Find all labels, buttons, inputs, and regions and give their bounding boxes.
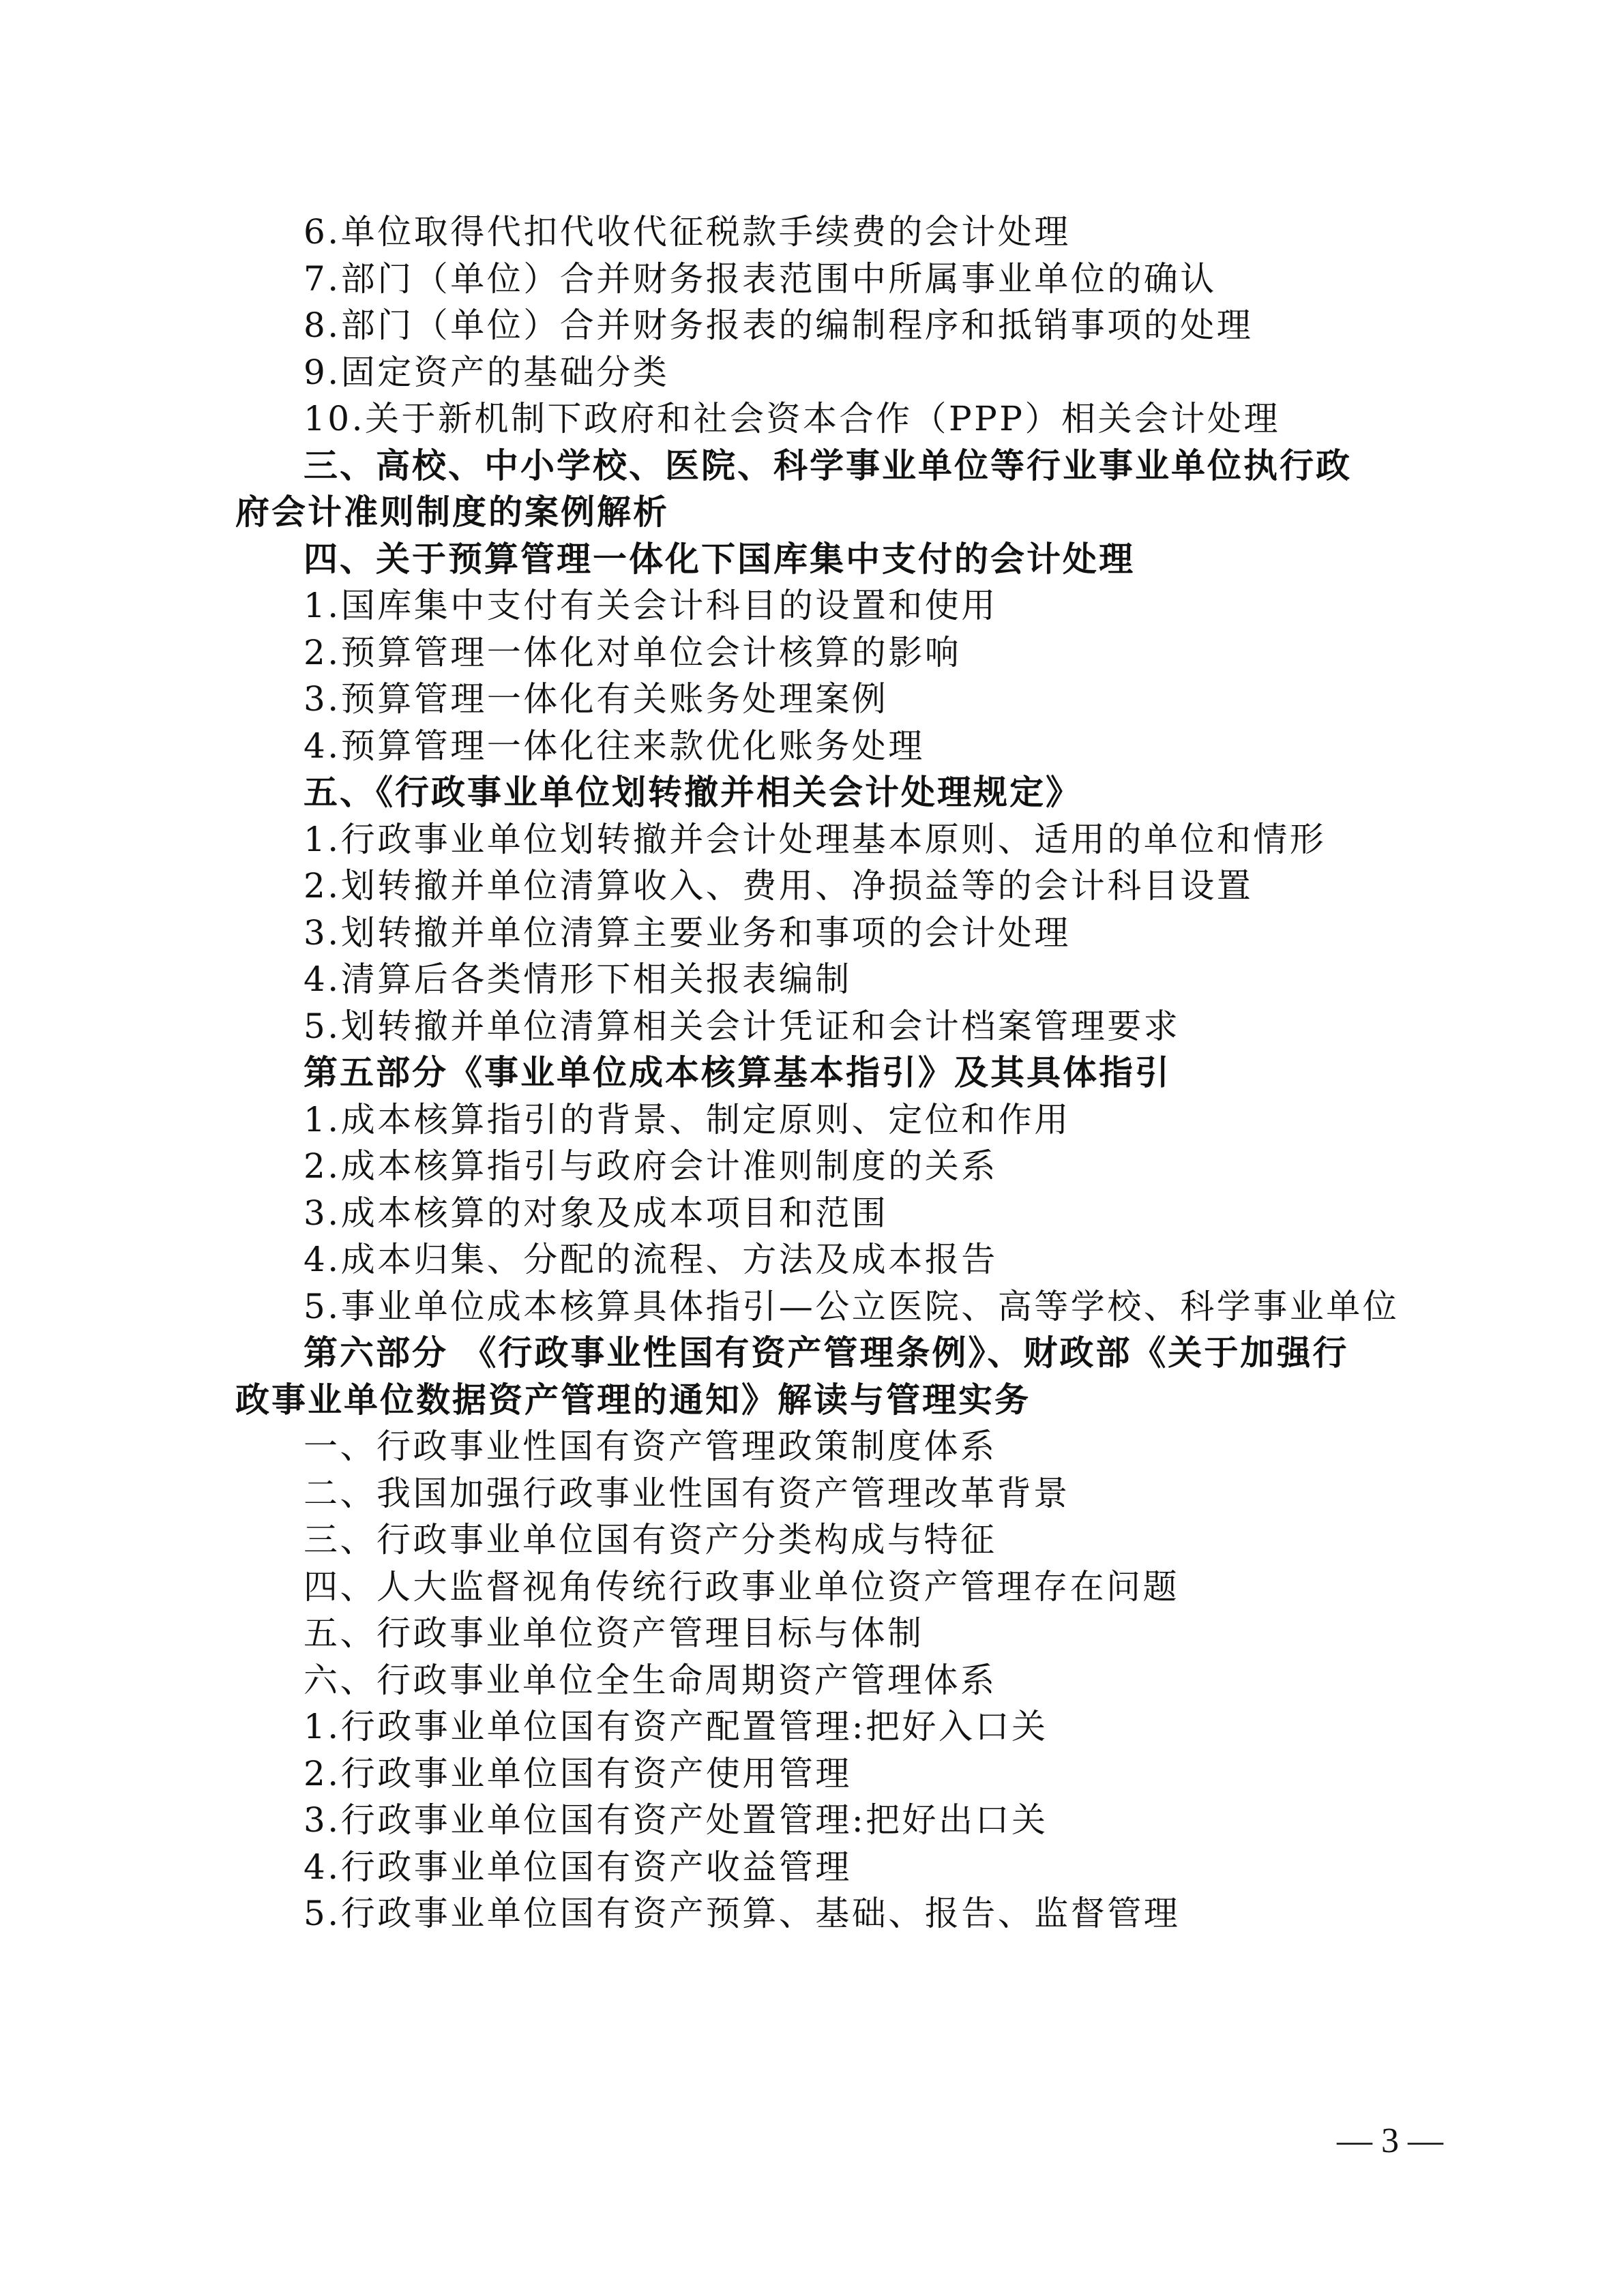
list-item: 5.划转撤并单位清算相关会计凭证和会计档案管理要求 [304, 1006, 1181, 1046]
document-body [235, 209, 1400, 1937]
list-item: 2.行政事业单位国有资产使用管理 [304, 1753, 852, 1793]
section-heading-continued: 府会计准则制度的案例解析 [235, 492, 669, 532]
list-item: 二、我国加强行政事业性国有资产管理改革背景 [304, 1473, 1070, 1513]
list-item: 3.行政事业单位国有资产处置管理:把好出口关 [304, 1800, 1048, 1840]
list-item: 4.成本归集、分配的流程、方法及成本报告 [304, 1240, 998, 1279]
section-heading: 三、高校、中小学校、医院、科学事业单位等行业事业单位执行政 [304, 445, 1352, 486]
list-item: 5.事业单位成本核算具体指引—公立医院、高等学校、科学事业单位 [304, 1286, 1400, 1326]
part-heading-continued: 政事业单位数据资产管理的通知》解读与管理实务 [235, 1379, 1031, 1420]
list-item: 1.行政事业单位国有资产配置管理:把好入口关 [304, 1707, 1048, 1746]
list-item: 2.划转撤并单位清算收入、费用、净损益等的会计科目设置 [304, 866, 1254, 906]
list-item: 3.成本核算的对象及成本项目和范围 [304, 1193, 889, 1233]
list-item: 四、人大监督视角传统行政事业单位资产管理存在问题 [304, 1566, 1179, 1607]
part-heading: 第五部分《事业单位成本核算基本指引》及其具体指引 [304, 1052, 1171, 1092]
section-heading: 五、《行政事业单位划转撤并相关会计处理规定》 [304, 772, 1082, 812]
list-item: 五、行政事业单位资产管理目标与体制 [304, 1613, 924, 1653]
page-number: — 3 — [1337, 2121, 1443, 2160]
list-item: 六、行政事业单位全生命周期资产管理体系 [304, 1660, 997, 1700]
list-item: 5.行政事业单位国有资产预算、基础、报告、监督管理 [304, 1894, 1181, 1933]
list-item: 6.单位取得代扣代收代征税款手续费的会计处理 [304, 212, 1071, 252]
section-heading: 四、关于预算管理一体化下国库集中支付的会计处理 [304, 538, 1135, 579]
list-item: 9.固定资产的基础分类 [304, 352, 670, 392]
list-item: 三、行政事业单位国有资产分类构成与特征 [304, 1520, 997, 1560]
list-item: 4.预算管理一体化往来款优化账务处理 [304, 726, 925, 766]
list-item: 1.成本核算指引的背景、制定原则、定位和作用 [304, 1099, 1071, 1139]
list-item: 2.成本核算指引与政府会计准则制度的关系 [304, 1146, 998, 1186]
list-item: 7.部门（单位）合并财务报表范围中所属事业单位的确认 [304, 258, 1217, 299]
part-heading: 第六部分 《行政事业性国有资产管理条例》、财政部《关于加强行 [304, 1332, 1349, 1373]
list-item: 1.行政事业单位划转撤并会计处理基本原则、适用的单位和情形 [304, 819, 1327, 859]
list-item: 4.行政事业单位国有资产收益管理 [304, 1847, 852, 1887]
list-item: 10.关于新机制下政府和社会资本合作（PPP）相关会计处理 [304, 399, 1280, 438]
list-item: 8.部门（单位）合并财务报表的编制程序和抵销事项的处理 [304, 305, 1254, 345]
list-item: 1.国库集中支付有关会计科目的设置和使用 [304, 586, 998, 625]
list-item: 3.划转撤并单位清算主要业务和事项的会计处理 [304, 912, 1071, 953]
list-item: 3.预算管理一体化有关账务处理案例 [304, 679, 889, 719]
list-item: 4.清算后各类情形下相关报表编制 [304, 959, 852, 999]
list-item: 2.预算管理一体化对单位会计核算的影响 [304, 632, 962, 672]
list-item: 一、行政事业性国有资产管理政策制度体系 [304, 1427, 997, 1466]
